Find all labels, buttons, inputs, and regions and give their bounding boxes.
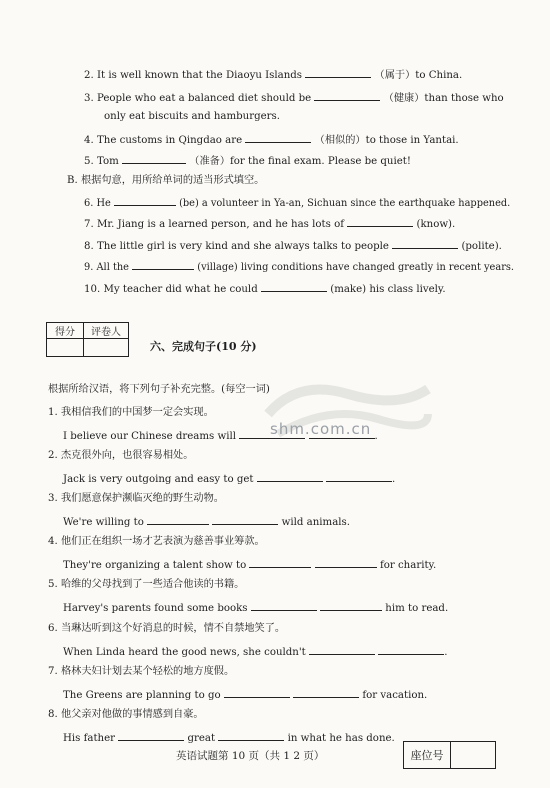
seat-number-box	[403, 741, 496, 769]
answer-blank[interactable]	[114, 195, 176, 206]
page-footer: 英语试题第 10 页（共 1 2 页）	[176, 750, 325, 762]
sentence-2-en: Jack is very outgoing and easy to get .	[63, 471, 395, 487]
answer-blank[interactable]	[305, 67, 371, 78]
answer-blank[interactable]	[261, 281, 327, 292]
question-8: 8. The little girl is very kind and she always talks to people (polite).	[84, 238, 502, 254]
sentence-6-zh: 6. 当琳达听到这个好消息的时候，情不自禁地笑了。	[48, 623, 286, 634]
question-7: 7. Mr. Jiang is a learned person, and he has lots of (know).	[84, 216, 455, 232]
sentence-8-zh: 8. 他父亲对他做的事情感到自豪。	[48, 709, 204, 720]
question-6: 6. He (be) a volunteer in Ya-an, Sichuan since the earthquake happened.	[84, 195, 510, 211]
answer-blank[interactable]	[118, 730, 184, 741]
score-header: 得分	[47, 323, 84, 339]
sentence-2-zh: 2. 杰克很外向，也很容易相处。	[48, 450, 194, 461]
sentence-8-en: His father great in what he has done.	[63, 730, 395, 746]
question-10: 10. My teacher did what he could (make) his class lively.	[84, 281, 446, 297]
answer-blank[interactable]	[132, 259, 194, 270]
answer-blank[interactable]	[293, 687, 359, 698]
answer-blank[interactable]	[218, 730, 284, 741]
answer-blank[interactable]	[378, 644, 444, 655]
sentence-4-zh: 4. 他们正在组织一场才艺表演为慈善事业筹款。	[48, 536, 265, 547]
answer-blank[interactable]	[347, 216, 413, 227]
question-3-continued: only eat biscuits and hamburgers.	[104, 111, 281, 122]
sentence-5-en: Harvey's parents found some books him to read.	[63, 600, 448, 616]
sentence-7-zh: 7. 格林夫妇计划去某个轻松的地方度假。	[48, 666, 235, 677]
sentence-5-zh: 5. 哈维的父母找到了一些适合他读的书籍。	[48, 579, 245, 590]
section-title: 六、完成句子(10 分)	[150, 340, 257, 353]
answer-blank[interactable]	[122, 153, 186, 164]
answer-blank[interactable]	[224, 687, 290, 698]
grader-header: 评卷人	[84, 323, 129, 339]
sentence-3-en: We're willing to wild animals.	[63, 514, 350, 530]
answer-blank[interactable]	[326, 471, 392, 482]
score-table	[46, 322, 129, 357]
answer-blank[interactable]	[314, 90, 380, 101]
instruction: 根据所给汉语，将下列句子补充完整。(每空一词)	[48, 384, 270, 395]
answer-blank[interactable]	[245, 132, 311, 143]
watermark-text: shm.com.cn	[270, 420, 372, 438]
grader-cell[interactable]	[84, 339, 129, 357]
sentence-1-zh: 1. 我相信我们的中国梦一定会实现。	[48, 407, 214, 418]
question-4: 4. The customs in Qingdao are （相似的）to those in Yantai.	[84, 132, 459, 148]
sentence-7-en: The Greens are planning to go for vacation.	[63, 687, 427, 703]
answer-blank[interactable]	[320, 600, 382, 611]
sentence-6-en: When Linda heard the good news, she couldn't .	[63, 644, 448, 660]
sentence-1-en: I believe our Chinese dreams will .	[63, 428, 378, 444]
part-b-title: B. 根据句意，用所给单词的适当形式填空。	[67, 175, 265, 186]
answer-blank[interactable]	[249, 557, 311, 568]
answer-blank[interactable]	[309, 644, 375, 655]
answer-blank[interactable]	[251, 600, 317, 611]
answer-blank[interactable]	[315, 557, 377, 568]
question-2: 2. It is well known that the Diaoyu Islands （属于）to China.	[84, 67, 462, 83]
answer-blank[interactable]	[257, 471, 323, 482]
score-cell[interactable]	[47, 339, 84, 357]
question-3: 3. People who eat a balanced diet should be （健康）than those who	[84, 90, 504, 106]
seat-number-field[interactable]	[451, 742, 496, 769]
seat-number-label: 座位号	[404, 742, 451, 769]
answer-blank[interactable]	[392, 238, 458, 249]
answer-blank[interactable]	[239, 428, 305, 439]
sentence-3-zh: 3. 我们愿意保护濒临灭绝的野生动物。	[48, 493, 224, 504]
question-9: 9. All the (village) living conditions have changed greatly in recent years.	[84, 259, 514, 275]
answer-blank[interactable]	[147, 514, 209, 525]
answer-blank[interactable]	[212, 514, 278, 525]
answer-blank[interactable]	[309, 428, 375, 439]
sentence-4-en: They're organizing a talent show to for charity.	[63, 557, 436, 573]
question-5: 5. Tom （准备）for the final exam. Please be quiet!	[84, 153, 411, 169]
